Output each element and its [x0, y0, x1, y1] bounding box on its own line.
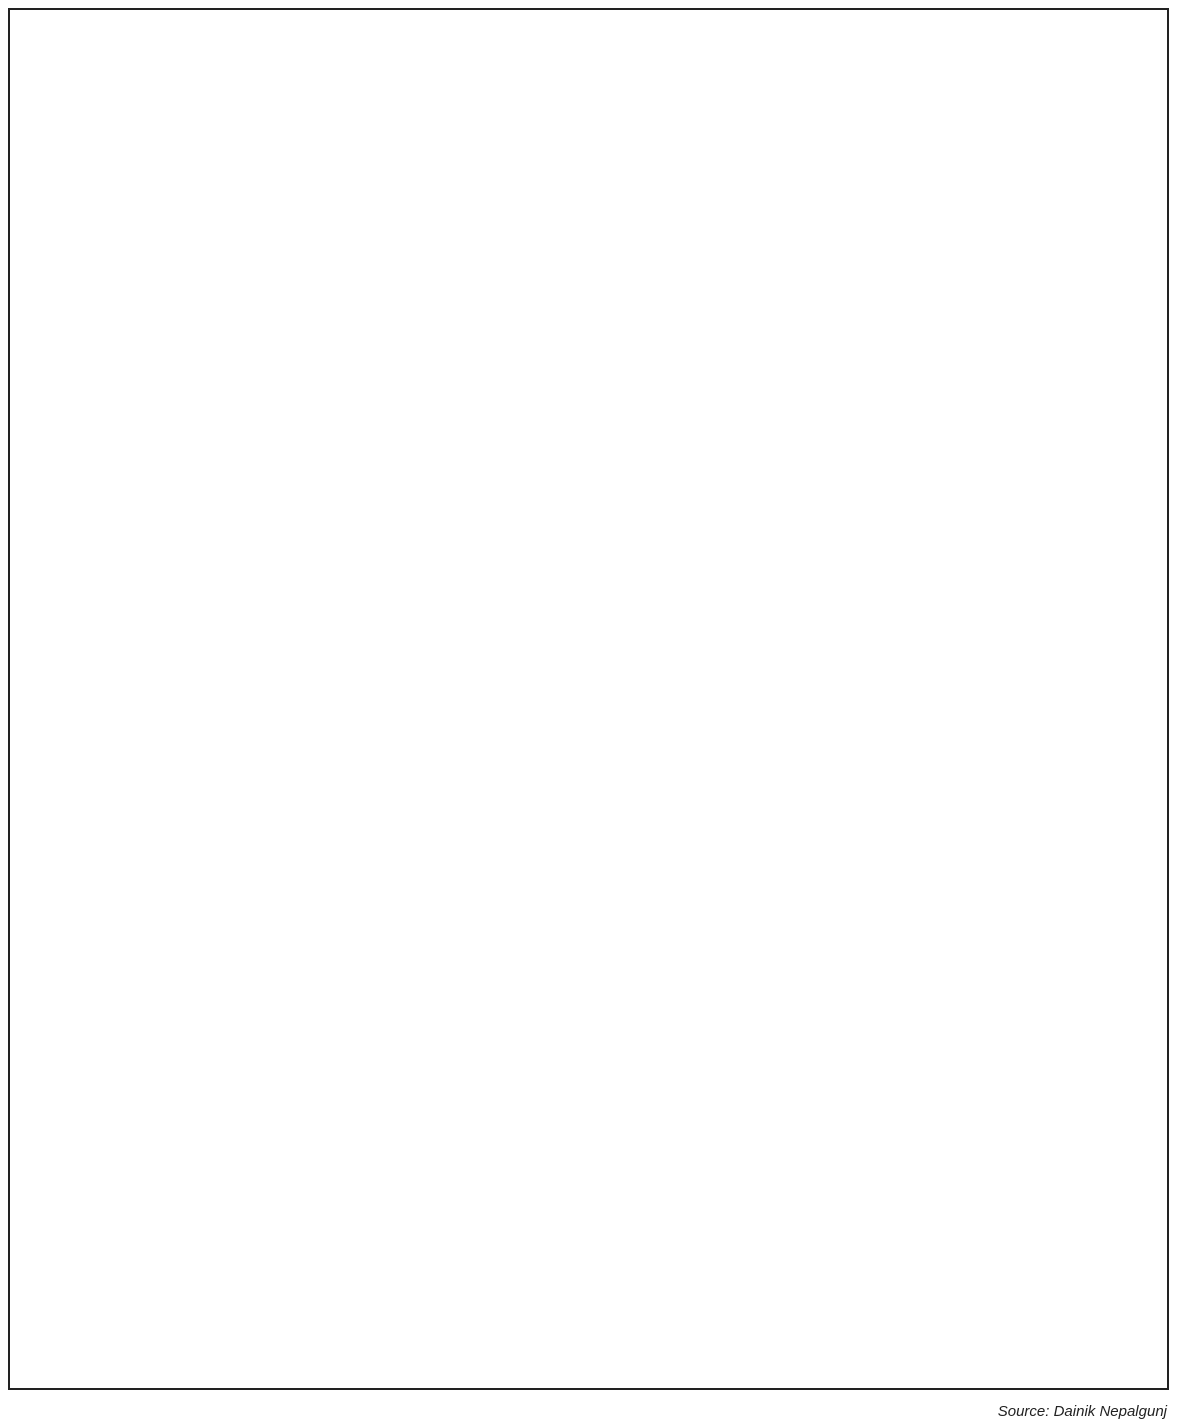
notice-frame [8, 8, 1169, 1390]
source-caption: Source: Dainik Nepalgunj [997, 1403, 1167, 1420]
